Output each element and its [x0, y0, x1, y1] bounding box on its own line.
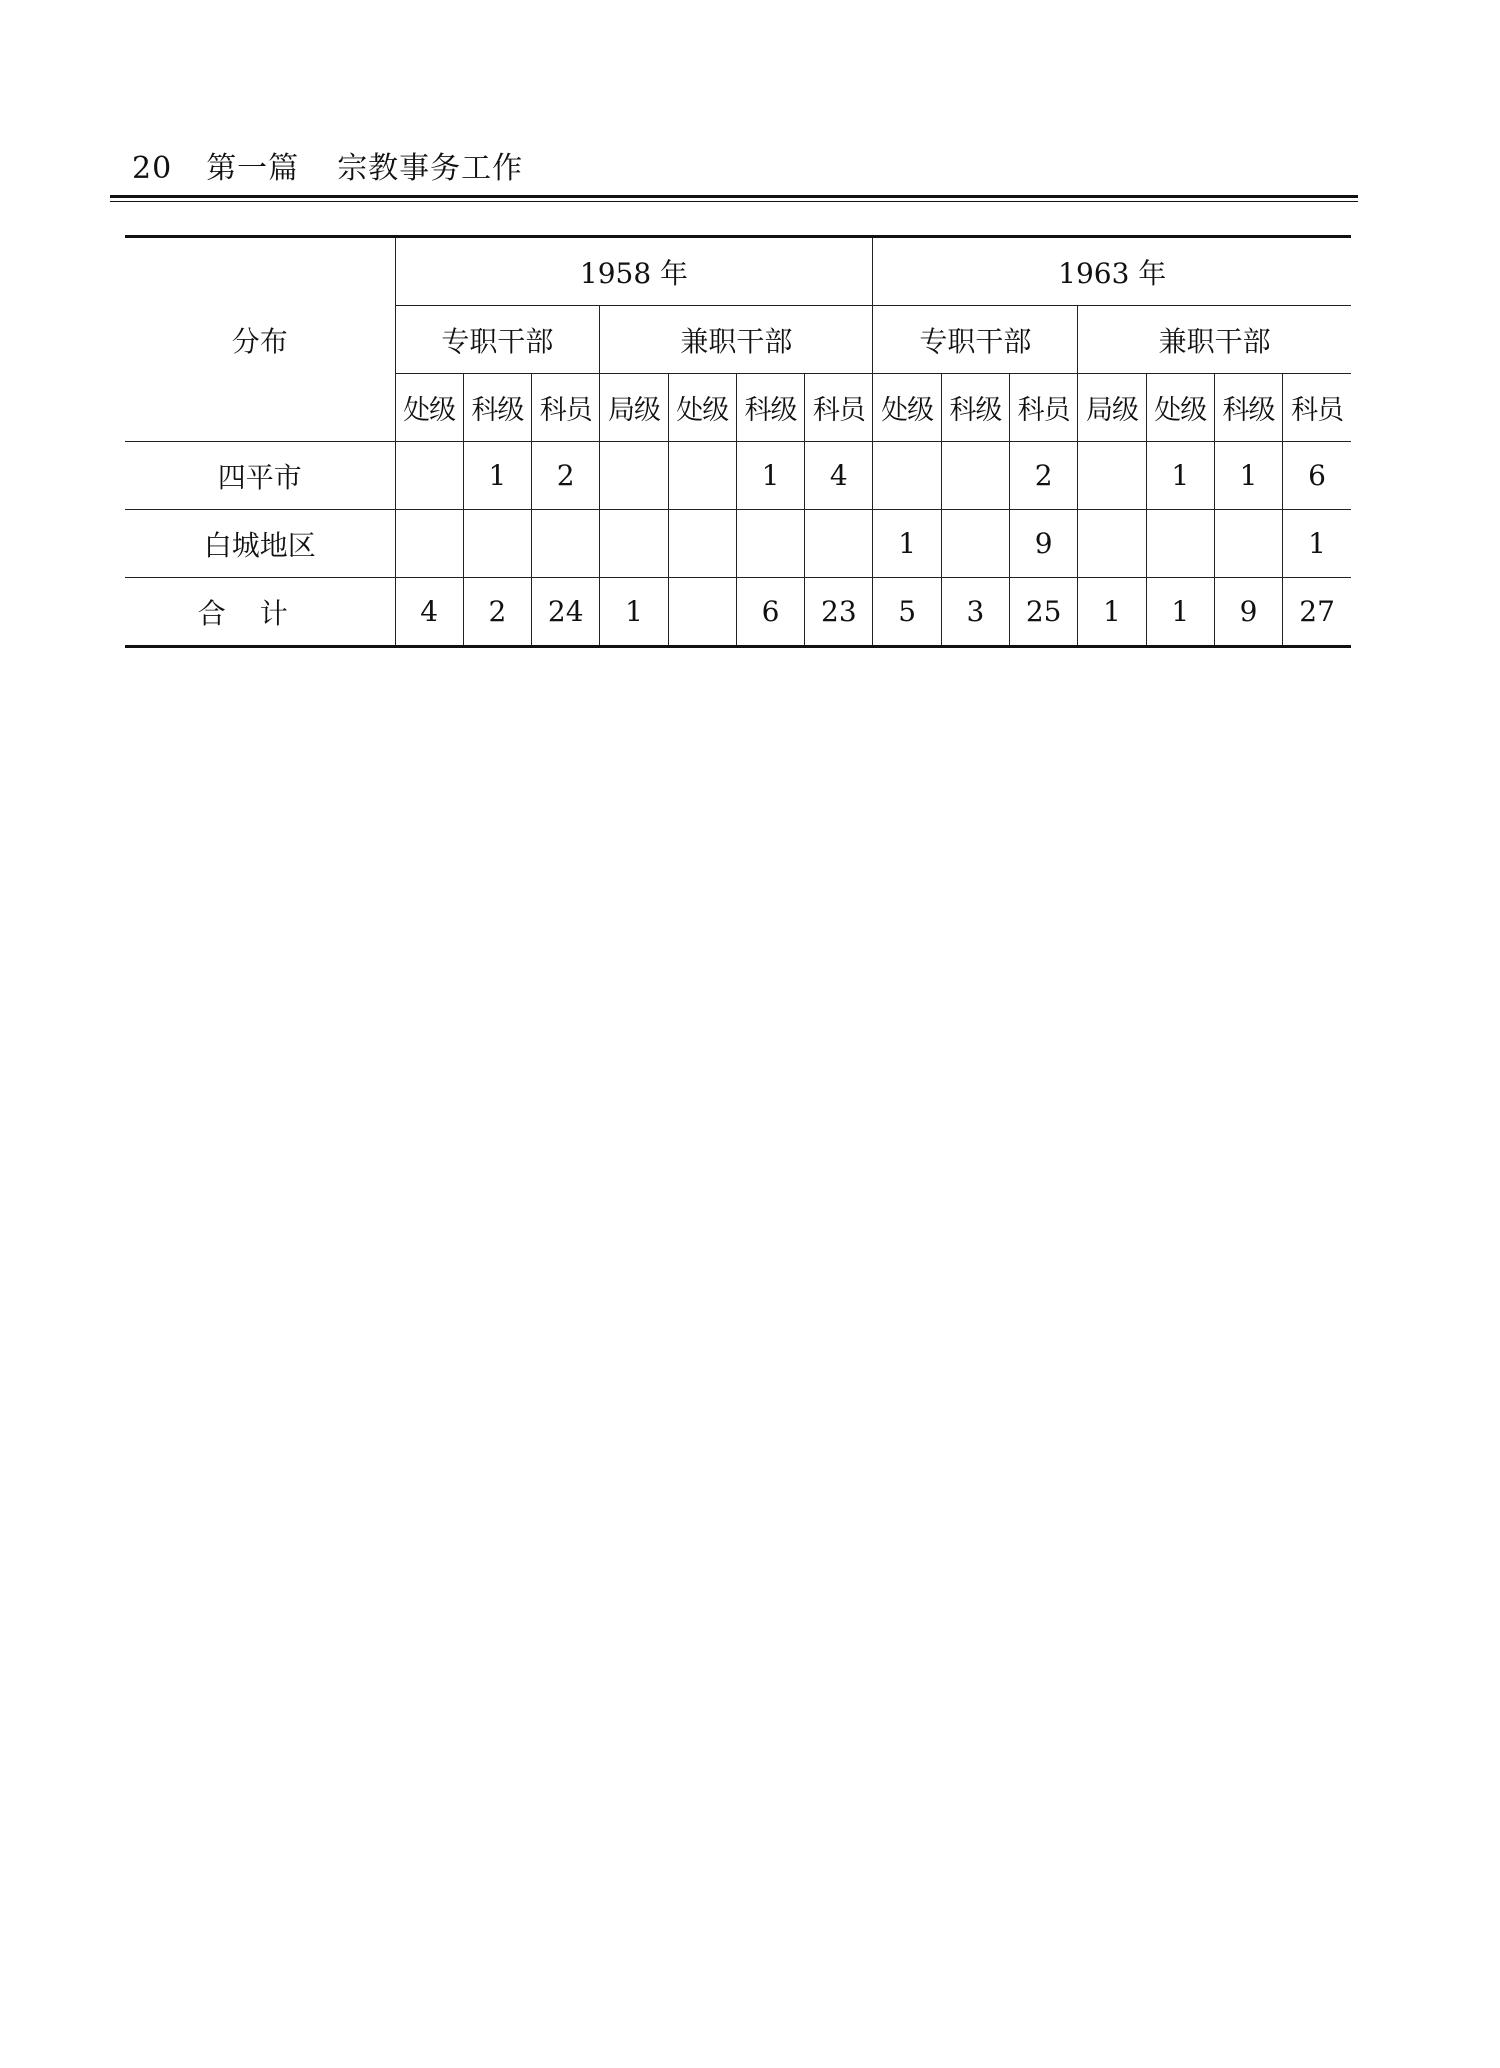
- table-cell: [1078, 510, 1146, 578]
- table-cell: 2: [1010, 442, 1078, 510]
- rank-header: 处级: [668, 374, 736, 442]
- table-cell: [1078, 442, 1146, 510]
- table-cell: [805, 510, 873, 578]
- table-cell: 27: [1283, 578, 1351, 647]
- table-cell: 25: [1010, 578, 1078, 647]
- table-cell: [600, 442, 668, 510]
- group-header: 专职干部: [873, 306, 1078, 374]
- table-cell: 1: [1214, 442, 1282, 510]
- table-cell: 3: [941, 578, 1009, 647]
- table-cell: [600, 510, 668, 578]
- year-header: 1958 年: [395, 237, 873, 306]
- table-cell: 24: [532, 578, 600, 647]
- table-cell: [668, 442, 736, 510]
- rank-header: 局级: [1078, 374, 1146, 442]
- row-label: 白城地区: [125, 510, 395, 578]
- page-number: 20: [132, 151, 173, 186]
- rank-header: 科员: [805, 374, 873, 442]
- table-cell: 23: [805, 578, 873, 647]
- table-cell: [463, 510, 531, 578]
- table-row: [125, 510, 1351, 578]
- group-header: 兼职干部: [1078, 306, 1351, 374]
- table-cell: [532, 510, 600, 578]
- table-cell: 1: [736, 442, 804, 510]
- table-cell: 4: [805, 442, 873, 510]
- row-label: 四平市: [125, 442, 395, 510]
- rank-header: 科员: [1283, 374, 1351, 442]
- row-header-cell: 分布: [125, 237, 395, 442]
- table-cell: [941, 442, 1009, 510]
- header-rule-thin: [110, 201, 1358, 202]
- rank-header: 科级: [463, 374, 531, 442]
- table-cell: 1: [1146, 442, 1214, 510]
- table-cell: 5: [873, 578, 941, 647]
- year-header-row: [125, 237, 1351, 306]
- table-cell: 1: [463, 442, 531, 510]
- table-cell: 9: [1214, 578, 1282, 647]
- table-cell: [873, 442, 941, 510]
- group-header: 兼职干部: [600, 306, 873, 374]
- table-cell: 1: [1283, 510, 1351, 578]
- table-cell: [1146, 510, 1214, 578]
- staff-distribution-table: [125, 235, 1351, 648]
- table-cell: 2: [463, 578, 531, 647]
- table-cell: [1214, 510, 1282, 578]
- rank-header: 科员: [1010, 374, 1078, 442]
- rank-header: 科级: [736, 374, 804, 442]
- rank-header: 局级: [600, 374, 668, 442]
- rank-header: 科级: [1214, 374, 1282, 442]
- rank-header: 处级: [873, 374, 941, 442]
- table-cell: 1: [1078, 578, 1146, 647]
- table-cell: 6: [1283, 442, 1351, 510]
- table-cell: [668, 510, 736, 578]
- rank-header: 科级: [941, 374, 1009, 442]
- part-title: 第一篇: [206, 151, 300, 186]
- rank-header: 处级: [1146, 374, 1214, 442]
- table-cell: [941, 510, 1009, 578]
- chapter-title: 宗教事务工作: [337, 151, 524, 186]
- table-cell: 1: [1146, 578, 1214, 647]
- table-cell: [395, 510, 463, 578]
- table-cell: 1: [873, 510, 941, 578]
- table-cell: [668, 578, 736, 647]
- rank-header: 处级: [395, 374, 463, 442]
- table-cell: 4: [395, 578, 463, 647]
- year-header: 1963 年: [873, 237, 1351, 306]
- table-cell: 1: [600, 578, 668, 647]
- running-head: [132, 143, 1358, 187]
- table-cell: 2: [532, 442, 600, 510]
- rank-header: 科员: [532, 374, 600, 442]
- header-rule-thick: [110, 195, 1358, 198]
- table-cell: 6: [736, 578, 804, 647]
- group-header: 专职干部: [395, 306, 600, 374]
- total-row: [125, 578, 1351, 647]
- table-cell: 9: [1010, 510, 1078, 578]
- table-row: [125, 442, 1351, 510]
- page-header: [132, 143, 1358, 187]
- table-cell: [395, 442, 463, 510]
- table-cell: [736, 510, 804, 578]
- row-label-total: 合计: [125, 578, 395, 647]
